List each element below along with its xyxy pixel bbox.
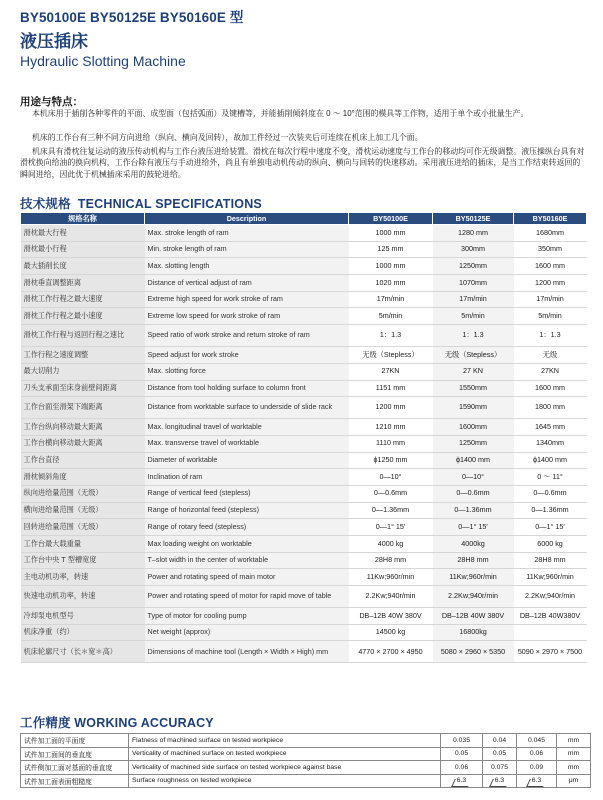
accuracy-row (21, 761, 591, 775)
spec-value-by50160e: 1340mm (514, 435, 587, 452)
accuracy-name-cn: 试件加工面间的垂直度 (21, 747, 129, 761)
col-by50125e: BY50125E (433, 213, 514, 225)
spec-row (21, 502, 587, 519)
usage-paragraph-3: 机床具有滑枕往复运动的液压传动机构与工作台液压进给装置。滑枕在每次行程中速度不变，滑枕运动速度与工作台的移动均可作无级调整。液压操纵台具有对滑枕换向给油的换向机构，工作台除有液压与手动进给外，尚且有单独电动机传动的纵向、横向与回转的快速移动。采用液压进给的插床，是当工作结束转返回的瞬间进给，因此优于机械插床采用的鼓轮进给。 (20, 147, 585, 179)
accuracy-value-by50125e: 0.075 (483, 761, 517, 775)
spec-heading-en: TECHNICAL SPECIFICATIONS (77, 197, 262, 211)
spec-row (21, 608, 587, 625)
spec-value-by50125e: 16800kg (433, 624, 514, 641)
usage-paragraph-2: 机床的工作台有三种不同方向进给（纵向、横向及回转），故加工件经过一次装夹后可连续在机床上加工几个面。 (32, 133, 423, 142)
spec-row (21, 258, 587, 275)
spec-value-by50160e: 28H8 mm (514, 552, 587, 569)
accuracy-value-by50160e (517, 774, 557, 788)
spec-value-by50100e: 1000 mm (349, 225, 433, 242)
spec-row (21, 536, 587, 553)
spec-description: Dimensions of machine tool (Length × Width × High) mm (145, 641, 349, 663)
spec-description: Inclination of ram (145, 469, 349, 486)
spec-value-by50160e (514, 624, 587, 641)
spec-value-by50100e: 1151 mm (349, 380, 433, 397)
spec-description: Distance from tool holding surface to column front (145, 380, 349, 397)
spec-description: Extreme high speed for work stroke of ram (145, 291, 349, 308)
spec-value-by50125e: 1550mm (433, 380, 514, 397)
spec-description: Distance from worktable surface to underside of slide rack (145, 397, 349, 419)
spec-name-cn: 刀头支承面至床身前壁间距离 (21, 380, 145, 397)
title-en: Hydraulic Slotting Machine (20, 53, 186, 69)
title-cn: 液压插床 (20, 32, 88, 51)
spec-description: Max. slotting length (145, 258, 349, 275)
accuracy-description: Verticality of machined surface on tested workpiece (129, 747, 441, 761)
spec-name-cn: 滑枕最小行程 (21, 241, 145, 258)
roughness-symbol: 6.3 (456, 777, 467, 785)
spec-description: Power and rotating speed of main motor (145, 569, 349, 586)
spec-description: Max loading weight on worktable (145, 536, 349, 553)
spec-value-by50125e: 5080 × 2960 × 5350 (433, 641, 514, 663)
spec-name-cn: 最大切削力 (21, 363, 145, 380)
spec-name-cn: 工作台横向移动最大距离 (21, 435, 145, 452)
accuracy-value-by50125e (483, 774, 517, 788)
spec-value-by50125e: 28H8 mm (433, 552, 514, 569)
spec-value-by50160e: 27KN (514, 363, 587, 380)
spec-name-cn: 纵向进给量范围（无级） (21, 485, 145, 502)
spec-row (21, 435, 587, 452)
spec-value-by50125e: 1：1.3 (433, 325, 514, 347)
spec-name-cn: 工作台纵向移动最大距离 (21, 419, 145, 436)
accuracy-value-by50100e: 0.06 (441, 761, 483, 775)
accuracy-heading-cn: 工作精度 (20, 716, 71, 730)
spec-description: Range of rotary feed (stepless) (145, 519, 349, 536)
spec-value-by50160e: 350mm (514, 241, 587, 258)
spec-value-by50160e: 17m/min (514, 291, 587, 308)
spec-description: Diameter of worktable (145, 452, 349, 469)
spec-row (21, 485, 587, 502)
spec-name-cn: 冷却泵电机型号 (21, 608, 145, 625)
accuracy-unit: μm (557, 774, 591, 788)
spec-value-by50160e: 1600 mm (514, 258, 587, 275)
spec-name-cn: 快速电动机功率，转速 (21, 586, 145, 608)
spec-heading (20, 194, 262, 212)
accuracy-name-cn: 试件加工面表面粗糙度 (21, 774, 129, 788)
spec-value-by50160e: 1600 mm (514, 380, 587, 397)
page-header (20, 6, 590, 69)
spec-row (21, 291, 587, 308)
spec-value-by50125e: 0—0.6mm (433, 485, 514, 502)
spec-name-cn: 工作台中央 T 型槽宽度 (21, 552, 145, 569)
spec-value-by50125e: 300mm (433, 241, 514, 258)
accuracy-unit: mm (557, 734, 591, 748)
accuracy-description: Verticality of machined side surface on tested workpiece against base (129, 761, 441, 775)
spec-description: Power and rotating speed of motor for rapid move of table (145, 586, 349, 608)
usage-paragraph-1: 本机床用于插削各种零件的平面、成型面（包括弧面）及键槽等，并能插削倾斜度在 0 ～ 10°范围的模具等工作物，适用于单个或小批量生产。 (32, 109, 529, 118)
spec-value-by50100e: 1：1.3 (349, 325, 433, 347)
spec-description: T–slot width in the center of worktable (145, 552, 349, 569)
spec-value-by50100e: 11Kw;960r/min (349, 569, 433, 586)
spec-value-by50160e: 无级 (514, 347, 587, 364)
col-description: Description (145, 213, 349, 225)
accuracy-value-by50100e: 0.035 (441, 734, 483, 748)
accuracy-value-by50160e: 0.09 (517, 761, 557, 775)
spec-table (20, 212, 587, 663)
spec-row (21, 363, 587, 380)
accuracy-table (20, 733, 591, 788)
spec-value-by50125e: 17m/min (433, 291, 514, 308)
spec-name-cn: 滑枕工作行程与返回行程之速比 (21, 325, 145, 347)
spec-value-by50160e: 1800 mm (514, 397, 587, 419)
spec-value-by50100e: 27KN (349, 363, 433, 380)
spec-description: Max. longitudinal travel of worktable (145, 419, 349, 436)
spec-description: Min. stroke length of ram (145, 241, 349, 258)
spec-value-by50100e: 17m/min (349, 291, 433, 308)
spec-value-by50125e: 1600mm (433, 419, 514, 436)
spec-row (21, 380, 587, 397)
spec-value-by50160e: 0 ～ 11° (514, 469, 587, 486)
accuracy-heading (20, 713, 214, 731)
spec-value-by50160e: 5090 × 2970 × 7500 (514, 641, 587, 663)
spec-description: Distance of vertical adjust of ram (145, 275, 349, 292)
spec-name-cn: 工作台直径 (21, 452, 145, 469)
spec-value-by50125e: 1250mm (433, 435, 514, 452)
spec-row (21, 552, 587, 569)
spec-value-by50125e: DB–12B 40W 380V (433, 608, 514, 625)
spec-value-by50125e: 4000kg (433, 536, 514, 553)
spec-value-by50100e: 28H8 mm (349, 552, 433, 569)
spec-name-cn: 滑枕垂直调整距离 (21, 275, 145, 292)
spec-value-by50100e: 5m/min (349, 308, 433, 325)
accuracy-heading-en: WORKING ACCURACY (74, 716, 214, 730)
spec-description: Max. transverse travel of worktable (145, 435, 349, 452)
spec-description: Extreme low speed for work stroke of ram (145, 308, 349, 325)
accuracy-row (21, 774, 591, 788)
accuracy-value-by50160e: 0.06 (517, 747, 557, 761)
spec-heading-cn: 技术规格 (20, 197, 71, 211)
accuracy-name-cn: 试件加工面的平面度 (21, 734, 129, 748)
spec-value-by50160e: 0—0.6mm (514, 485, 587, 502)
spec-value-by50100e: ϕ1250 mm (349, 452, 433, 469)
spec-value-by50100e: 1000 mm (349, 258, 433, 275)
spec-value-by50160e: 5m/min (514, 308, 587, 325)
spec-description: Max. slotting force (145, 363, 349, 380)
roughness-symbol: 6.3 (494, 777, 505, 785)
spec-value-by50160e: 1：1.3 (514, 325, 587, 347)
spec-name-cn: 工作台最大载重量 (21, 536, 145, 553)
spec-description: Type of motor for cooling pump (145, 608, 349, 625)
accuracy-row (21, 734, 591, 748)
spec-value-by50125e: 1280 mm (433, 225, 514, 242)
col-by50160e: BY50160E (514, 213, 587, 225)
spec-value-by50100e: 1020 mm (349, 275, 433, 292)
accuracy-value-by50100e: 0.05 (441, 747, 483, 761)
col-name-cn: 规格名称 (21, 213, 145, 225)
spec-description: Range of horizontal feed (stepless) (145, 502, 349, 519)
spec-name-cn: 工作台面至滑架下端距离 (21, 397, 145, 419)
spec-row (21, 275, 587, 292)
spec-value-by50100e: 1110 mm (349, 435, 433, 452)
accuracy-value-by50125e: 0.04 (483, 734, 517, 748)
spec-value-by50160e: 6000 kg (514, 536, 587, 553)
spec-value-by50125e: 11Kw;960r/min (433, 569, 514, 586)
spec-row (21, 569, 587, 586)
spec-value-by50100e: 无级（Stepless） (349, 347, 433, 364)
accuracy-value-by50100e (441, 774, 483, 788)
accuracy-value-by50160e: 0.045 (517, 734, 557, 748)
spec-row (21, 225, 587, 242)
accuracy-name-cn: 试件侧加工面对基面的垂直度 (21, 761, 129, 775)
spec-row (21, 586, 587, 608)
model-numbers: BY50100E BY50125E BY50160E 型 (20, 10, 244, 25)
accuracy-row (21, 747, 591, 761)
spec-value-by50125e: 0—10° (433, 469, 514, 486)
spec-value-by50100e: 4000 kg (349, 536, 433, 553)
spec-row (21, 641, 587, 663)
spec-value-by50125e: 1250mm (433, 258, 514, 275)
roughness-symbol: 6.3 (531, 777, 542, 785)
spec-value-by50100e: 0—1.36mm (349, 502, 433, 519)
spec-value-by50160e: 1200 mm (514, 275, 587, 292)
spec-value-by50100e: 0—10° (349, 469, 433, 486)
spec-value-by50160e: 1645 mm (514, 419, 587, 436)
spec-name-cn: 滑枕最大行程 (21, 225, 145, 242)
spec-value-by50125e: 27 KN (433, 363, 514, 380)
spec-value-by50160e: 0—1.36mm (514, 502, 587, 519)
accuracy-unit: mm (557, 747, 591, 761)
spec-value-by50100e: DB–12B 40W 380V (349, 608, 433, 625)
spec-description: Speed adjust for work stroke (145, 347, 349, 364)
spec-value-by50100e: 4770 × 2700 × 4950 (349, 641, 433, 663)
spec-description: Max. stroke length of ram (145, 225, 349, 242)
spec-row (21, 469, 587, 486)
spec-name-cn: 机床轮廓尺寸（长＊宽＊高） (21, 641, 145, 663)
spec-row (21, 419, 587, 436)
spec-value-by50160e: DB–12B 40W380V (514, 608, 587, 625)
spec-value-by50160e: 11Kw;960r/min (514, 569, 587, 586)
spec-value-by50100e: 14500 kg (349, 624, 433, 641)
spec-name-cn: 滑枕工作行程之最大速度 (21, 291, 145, 308)
spec-value-by50125e: 1590mm (433, 397, 514, 419)
spec-row (21, 624, 587, 641)
spec-value-by50125e: ϕ1400 mm (433, 452, 514, 469)
spec-name-cn: 主电动机功率，转速 (21, 569, 145, 586)
spec-value-by50160e: 0—1° 15′ (514, 519, 587, 536)
spec-value-by50125e: 1070mm (433, 275, 514, 292)
spec-name-cn: 滑枕工作行程之最小速度 (21, 308, 145, 325)
spec-description: Range of vertical feed (stepless) (145, 485, 349, 502)
accuracy-value-by50125e: 0.05 (483, 747, 517, 761)
accuracy-description: Flatness of machined surface on tested workpiece (129, 734, 441, 748)
spec-value-by50100e: 0—1° 15′ (349, 519, 433, 536)
accuracy-description: Surface roughness on tested workpiece (129, 774, 441, 788)
spec-value-by50100e: 1210 mm (349, 419, 433, 436)
spec-row (21, 347, 587, 364)
spec-name-cn: 横向进给量范围（无级） (21, 502, 145, 519)
spec-value-by50125e: 0—1.36mm (433, 502, 514, 519)
spec-value-by50100e: 125 mm (349, 241, 433, 258)
spec-header-row (21, 213, 587, 225)
spec-value-by50125e: 2.2Kw;940r/min (433, 586, 514, 608)
spec-value-by50125e: 5m/min (433, 308, 514, 325)
spec-row (21, 397, 587, 419)
spec-name-cn: 最大插削长度 (21, 258, 145, 275)
spec-name-cn: 机床净重（约） (21, 624, 145, 641)
spec-row (21, 325, 587, 347)
spec-name-cn: 滑枕倾斜角度 (21, 469, 145, 486)
spec-row (21, 308, 587, 325)
spec-value-by50160e: 2.2Kw;940r/min (514, 586, 587, 608)
spec-row (21, 241, 587, 258)
spec-value-by50160e: ϕ1400 mm (514, 452, 587, 469)
spec-value-by50125e: 无级（Stepless） (433, 347, 514, 364)
spec-value-by50125e: 0—1° 15′ (433, 519, 514, 536)
spec-name-cn: 工作行程之速度调整 (21, 347, 145, 364)
spec-value-by50100e: 1200 mm (349, 397, 433, 419)
spec-row (21, 519, 587, 536)
spec-value-by50100e: 2.2Kw;940r/min (349, 586, 433, 608)
spec-name-cn: 回转进给量范围（无级） (21, 519, 145, 536)
accuracy-unit: mm (557, 761, 591, 775)
spec-value-by50100e: 0—0.6mm (349, 485, 433, 502)
spec-value-by50160e: 1680mm (514, 225, 587, 242)
usage-heading: 用途与特点： (20, 96, 83, 108)
spec-description: Net weight (approx) (145, 624, 349, 641)
spec-row (21, 452, 587, 469)
spec-description: Speed ratio of work stroke and return stroke of ram (145, 325, 349, 347)
col-by50100e: BY50100E (349, 213, 433, 225)
